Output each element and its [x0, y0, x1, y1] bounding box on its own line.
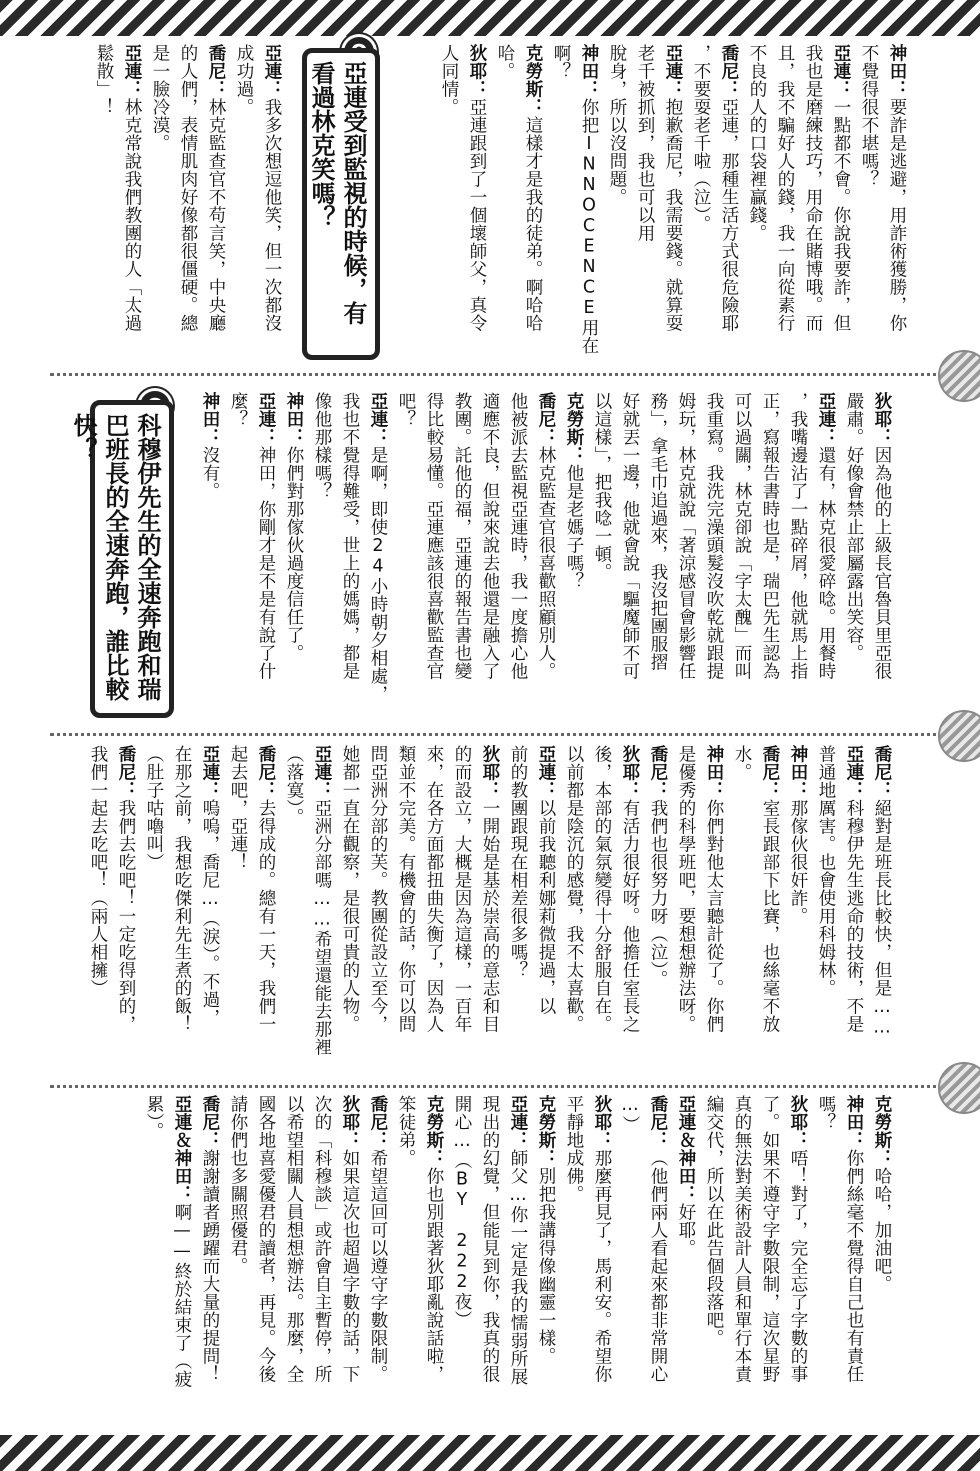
text-column: 脫身，所以沒問題。 [607, 44, 627, 206]
text-column: 亞連：科穆伊先生逃命的技術，不是 [844, 745, 864, 1033]
section-divider-1 [50, 373, 980, 394]
text-column: 務」，拿毛巾追過來，我沒把團服摺 [648, 392, 668, 672]
text-column: 嗎？ [816, 1095, 836, 1131]
text-column: 亞連：是啊，即使24小時朝夕相處， [368, 392, 388, 703]
text-column: 亞連：一點都不會。你說我要詐，但 [831, 44, 851, 332]
text-column: 狄耶：如果這次也超過字數的話，下 [340, 1095, 360, 1383]
text-column: 不良的人的口袋裡贏錢。 [747, 44, 767, 242]
text-column: 狄耶：有活力很好呀。他擔任室長之 [620, 745, 640, 1033]
text-column: 請你們也多關照優君。 [228, 1095, 248, 1275]
top-decorative-border [0, 0, 980, 36]
text-column: 神田：你們對那傢伙過度信任了。 [284, 392, 304, 662]
text-column: 正，寫報告書時也是，瑞巴先生認為 [760, 392, 780, 680]
text-column: 狄耶：唔！對了，完全忘了字數的事 [788, 1095, 808, 1383]
text-column: 以前都是陰沉的感覺，我不太喜歡。 [564, 745, 584, 1033]
text-column: 真的無法對美術設計人員和單行本責 [732, 1095, 752, 1383]
text-column: 亞連：師父…你一定是我的懦弱所展 [508, 1095, 528, 1386]
text-column: 神田：你把INNOCENCE用在 [579, 44, 599, 355]
text-column: 亞連＆神田：好耶。 [676, 1095, 696, 1257]
text-column: 適應不良，但說來說去他還是融入了 [480, 392, 500, 680]
text-column: 亞連：以前我聽利娜莉微提過，以 [536, 745, 556, 1015]
text-column: ，不要耍老千啦（泣）。 [691, 44, 711, 234]
text-column: 累）。 [144, 1095, 164, 1141]
text-column: 可以過關，林克卻說「字太醜」而叫 [732, 392, 752, 680]
text-column: 笨徒弟。 [396, 1095, 416, 1167]
dialogue-block-1 [380, 44, 910, 364]
text-column: 亞連：嗚嗚，喬尼…（淚）。不過， [200, 745, 220, 1027]
dialogue-block-3 [195, 392, 895, 722]
dialogue-block-2 [85, 44, 285, 364]
text-column: 狄耶：亞連跟到了一個壞師父，真令 [467, 44, 487, 332]
text-column: 我們一起去吃吧！（兩人相擁） [88, 745, 108, 997]
text-column: 前的教團跟現在相差很多嗎？ [508, 745, 528, 979]
text-column: 喬尼：絕對是班長比較快，但是…… [872, 745, 892, 1038]
text-column: 喬尼：（他們兩人看起來都非常開心 [648, 1095, 668, 1383]
divider-circle-icon [938, 350, 980, 402]
divider-circle-icon [938, 710, 980, 762]
text-column: 了。如果不遵守字數限制，這次星野 [760, 1095, 780, 1383]
text-column: 亞連：林克常說我們教團的人「太過 [122, 44, 142, 332]
text-column: 狄耶：因為他的上級長官魯貝里亞很 [872, 392, 892, 680]
text-column: 狄耶：那麼再見了，馬利安。希望你 [592, 1095, 612, 1383]
text-column: ，我嘴邊沾了一點碎屑，他就馬上指 [788, 392, 808, 680]
text-column: 的而設立，大概是因為這樣，一百年 [452, 745, 472, 1033]
text-column: 神田：要詐是逃避，用詐術獲勝，你 [887, 44, 907, 332]
text-column: 老千被抓到，我也可以用 [635, 44, 655, 242]
text-column: 類並不完美。有機會的話，你可以問 [396, 745, 416, 1033]
text-column: 喬尼：我們去吃吧！一定吃得到的， [116, 745, 136, 1033]
text-column: 普通地厲害。也會使用科姆林。 [816, 745, 836, 997]
question-box-1: 亞連受到監視的時候，有看過林克笑嗎？ [302, 48, 380, 360]
dialogue-block-4 [80, 745, 895, 1075]
text-column: 好就丟一邊，他就會說「驅魔師不可 [620, 392, 640, 680]
text-column: 喬尼：亞連，那種生活方式很危險耶 [719, 44, 739, 332]
text-column: 克勞斯：他是老媽子嗎？ [564, 392, 584, 590]
text-column: 喬尼：我們也很努力呀（泣）。 [648, 745, 668, 989]
text-column: 嚴肅。好像會禁止部屬露出笑容。 [844, 392, 864, 662]
text-column: 以這樣」，把我唸一頓。 [592, 392, 612, 582]
text-column: 亞連＆神田：啊——終於結束了（疲 [172, 1095, 192, 1388]
text-column: 亞連：亞洲分部嗎……希望還能去那裡 [312, 745, 332, 1056]
text-column: 亞連：抱歉喬尼，我需要錢。就算耍 [663, 44, 683, 332]
text-column: 克勞斯：你也別跟著狄耶亂說話啦， [424, 1095, 444, 1383]
divider-circle-icon [938, 1062, 980, 1114]
text-column: 是優秀的科學班吧，要想想辦法呀。 [676, 745, 696, 1033]
text-column: 喬尼：室長跟部下比賽，也絲毫不放 [760, 745, 780, 1033]
text-column: 姆玩，林克就說「著涼感冒會影響任 [676, 392, 696, 680]
text-column: 神田：你們絲毫不覺得自己也有責任 [844, 1095, 864, 1383]
text-column: 水。 [732, 745, 752, 781]
text-column: 編交代，所以在此告個段落吧。 [704, 1095, 724, 1347]
text-column: 吧？ [396, 392, 416, 428]
text-column: 狄耶：一開始是基於崇高的意志和目 [480, 745, 500, 1033]
text-column: 克勞斯：這樣才是我的徒弟。啊哈哈 [523, 44, 543, 332]
text-column: 我重寫。我洗完澡頭髮沒吹乾就跟提 [704, 392, 724, 680]
text-column: 克勞斯：哈哈，加油吧。 [872, 1095, 892, 1293]
text-column: 喬尼：林克監查官不苟言笑，中央廳 [206, 44, 226, 332]
text-column: 亞連：還有，林克很愛碎唸。用餐時 [816, 392, 836, 680]
text-column: 喬尼：去得成的。總有一天，我們一 [256, 745, 276, 1033]
text-column: 在那之前，我想吃傑利先生煮的飯！ [172, 745, 192, 1033]
text-column: 開心…（BY 222夜） [452, 1095, 472, 1329]
text-column: 國各地喜愛優君的讀者，再見。今後 [256, 1095, 276, 1383]
text-column: 像他那樣嗎？ [312, 392, 332, 500]
text-column: 亞連：神田，你剛才是不是有說了什 [256, 392, 276, 680]
text-column: 喬尼：林克監查官很喜歡照顧別人。 [536, 392, 556, 680]
text-column: 來，在各方面都扭曲失衡了，因為人 [424, 745, 444, 1033]
text-column: 問亞洲分部的芙。教團從設立至今， [368, 745, 388, 1033]
text-column: 麼？ [228, 392, 248, 428]
text-column: 喬尼：謝謝讀者踴躍而大量的提問！ [200, 1095, 220, 1383]
text-column: 神田：那傢伙很奸詐。 [788, 745, 808, 925]
bottom-decorative-border [0, 1435, 980, 1471]
text-column: 平靜地成佛。 [564, 1095, 584, 1203]
text-column: 我也是磨練技巧，用命在賭博哦。而 [803, 44, 823, 332]
text-column: 後，本部的氣氛變得十分舒服自在。 [592, 745, 612, 1033]
text-column: 啊？ [551, 44, 571, 80]
text-column: 喬尼：希望這回可以遵守字數限制。 [368, 1095, 388, 1383]
text-column: 她都一直在觀察，是很可貴的人物。 [340, 745, 360, 1033]
question-box-2: 科穆伊先生的全速奔跑和瑞巴班長的全速奔跑，誰比較快？ [90, 400, 174, 718]
text-column: 人同情。 [439, 44, 459, 116]
text-column: （落寞）。 [284, 745, 304, 827]
text-column: 鬆散」！ [94, 44, 114, 116]
text-column: 的人們，表情肌肉好像都很僵硬。總 [178, 44, 198, 332]
text-column: 起去吧，亞連！ [228, 745, 248, 871]
text-column: 克勞斯：別把我講得像幽靈一樣。 [536, 1095, 556, 1365]
text-column: …） [620, 1095, 640, 1134]
text-column: 且，我不騙好人的錢，我一向從素行 [775, 44, 795, 332]
text-column: 以希望相關人員想想辦法。那麼，全 [284, 1095, 304, 1383]
text-column: 我也不覺得難受，世上的媽媽，都是 [340, 392, 360, 680]
text-column: 教團。託他的福，亞連的報告書也變 [452, 392, 472, 680]
text-column: 次的「科穆談」或許會自主暫停，所 [312, 1095, 332, 1383]
text-column: 神田：沒有。 [200, 392, 220, 500]
text-column: 不覺得很不堪嗎？ [859, 44, 879, 188]
dialogue-block-5 [140, 1095, 895, 1425]
text-column: 是一臉冷漠。 [150, 44, 170, 152]
text-column: （肚子咕嚕叫） [144, 745, 164, 871]
text-column: 得比較易懂。亞連應該很喜歡監查官 [424, 392, 444, 680]
text-column: 現出的幻覺，但能見到你，我真的很 [480, 1095, 500, 1383]
text-column: 成功過。 [234, 44, 254, 116]
text-column: 亞連：我多次想逗他笑，但一次都沒 [262, 44, 282, 332]
text-column: 哈。 [495, 44, 515, 80]
text-column: 他被派去監視亞連時，我一度擔心他 [508, 392, 528, 680]
text-column: 神田：你們對他太言聽計從了。你們 [704, 745, 724, 1033]
